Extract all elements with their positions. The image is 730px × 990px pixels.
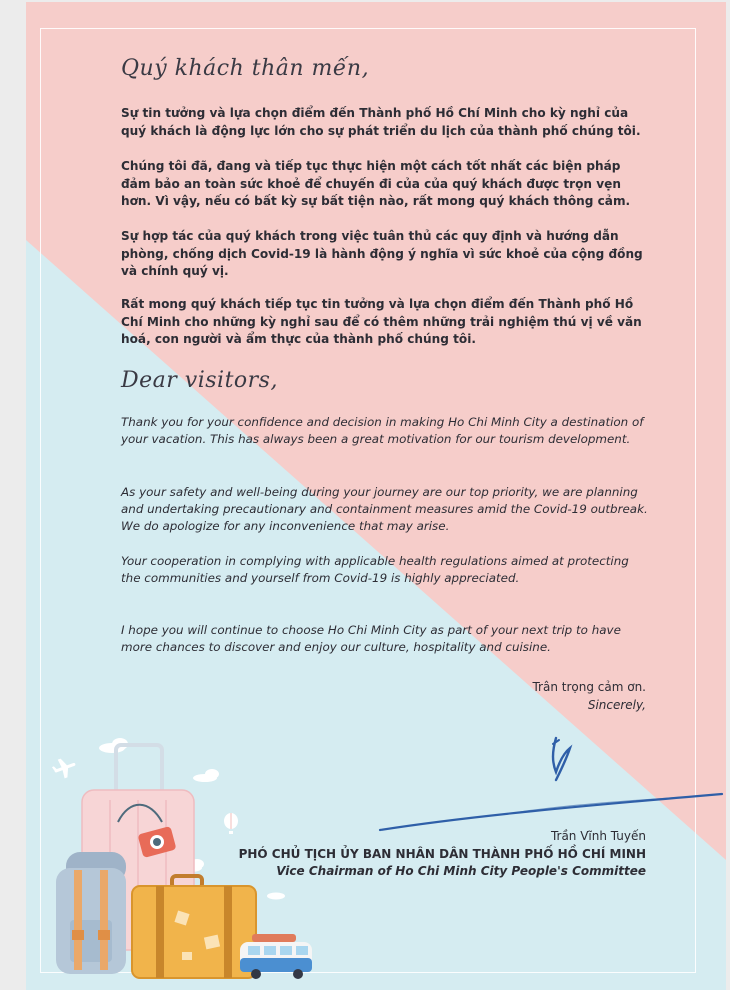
en-paragraph-2: As your safety and well-being during your journey are our top priority, we are planning and undertaking precautionary and containment measures amid the Covid-19 outbreak. We do apologize for any inconvenience that may arise. — [121, 485, 648, 534]
signer-title-english: Vice Chairman of Ho Chi Minh City People's Committee — [276, 864, 646, 878]
vi-paragraph-1: Sự tin tưởng và lựa chọn điểm đến Thành phố Hồ Chí Minh cho kỳ nghỉ của quý khách là động lực lớn cho sự phát triển du lịch của thành phố chúng tôi. — [121, 106, 641, 138]
greeting-vietnamese: Quý khách thân mến, — [121, 56, 370, 81]
closing-vietnamese: Trân trọng cảm ơn. — [532, 680, 646, 694]
en-paragraph-3: Your cooperation in complying with applicable health regulations aimed at protecting the communities and yourself from Covid-19 is highly appreciated. — [121, 554, 629, 586]
vi-paragraph-2: Chúng tôi đã, đang và tiếp tục thực hiện một cách tốt nhất các biện pháp đảm bảo an toàn sức khoẻ để chuyến đi của của quý khách được trọn vẹn hơn. Vì vậy, nếu có bất kỳ sự bất tiện nào, rất mong quý khách thông cảm. — [121, 159, 631, 209]
en-paragraph-1: Thank you for your confidence and decision in making Ho Chi Minh City a destination of your vacation. This has always been a great motivation for our tourism development. — [121, 415, 644, 447]
signer-title-vietnamese: PHÓ CHỦ TỊCH ỦY BAN NHÂN DÂN THÀNH PHỐ HỒ CHÍ MINH — [238, 847, 646, 861]
greeting-english: Dear visitors, — [121, 368, 278, 393]
vi-paragraph-3: Sự hợp tác của quý khách trong việc tuân thủ các quy định và hướng dẫn phòng, chống dịch Covid-19 là hành động ý nghĩa vì sức khoẻ của cộng đồng và chính quý vị. — [121, 229, 643, 279]
en-paragraph-4: I hope you will continue to choose Ho Chi Minh City as part of your next trip to have more chances to discover and enjoy our culture, hospitality and cuisine. — [121, 623, 621, 655]
signer-name: Trần Vĩnh Tuyến — [550, 829, 646, 843]
vi-paragraph-4: Rất mong quý khách tiếp tục tin tưởng và lựa chọn điểm đến Thành phố Hồ Chí Minh cho những kỳ nghỉ sau để có thêm những trải nghiệm thú vị về văn hoá, con người và ẩm thực của thành phố chúng tôi. — [121, 297, 642, 347]
closing-english: Sincerely, — [587, 698, 646, 712]
